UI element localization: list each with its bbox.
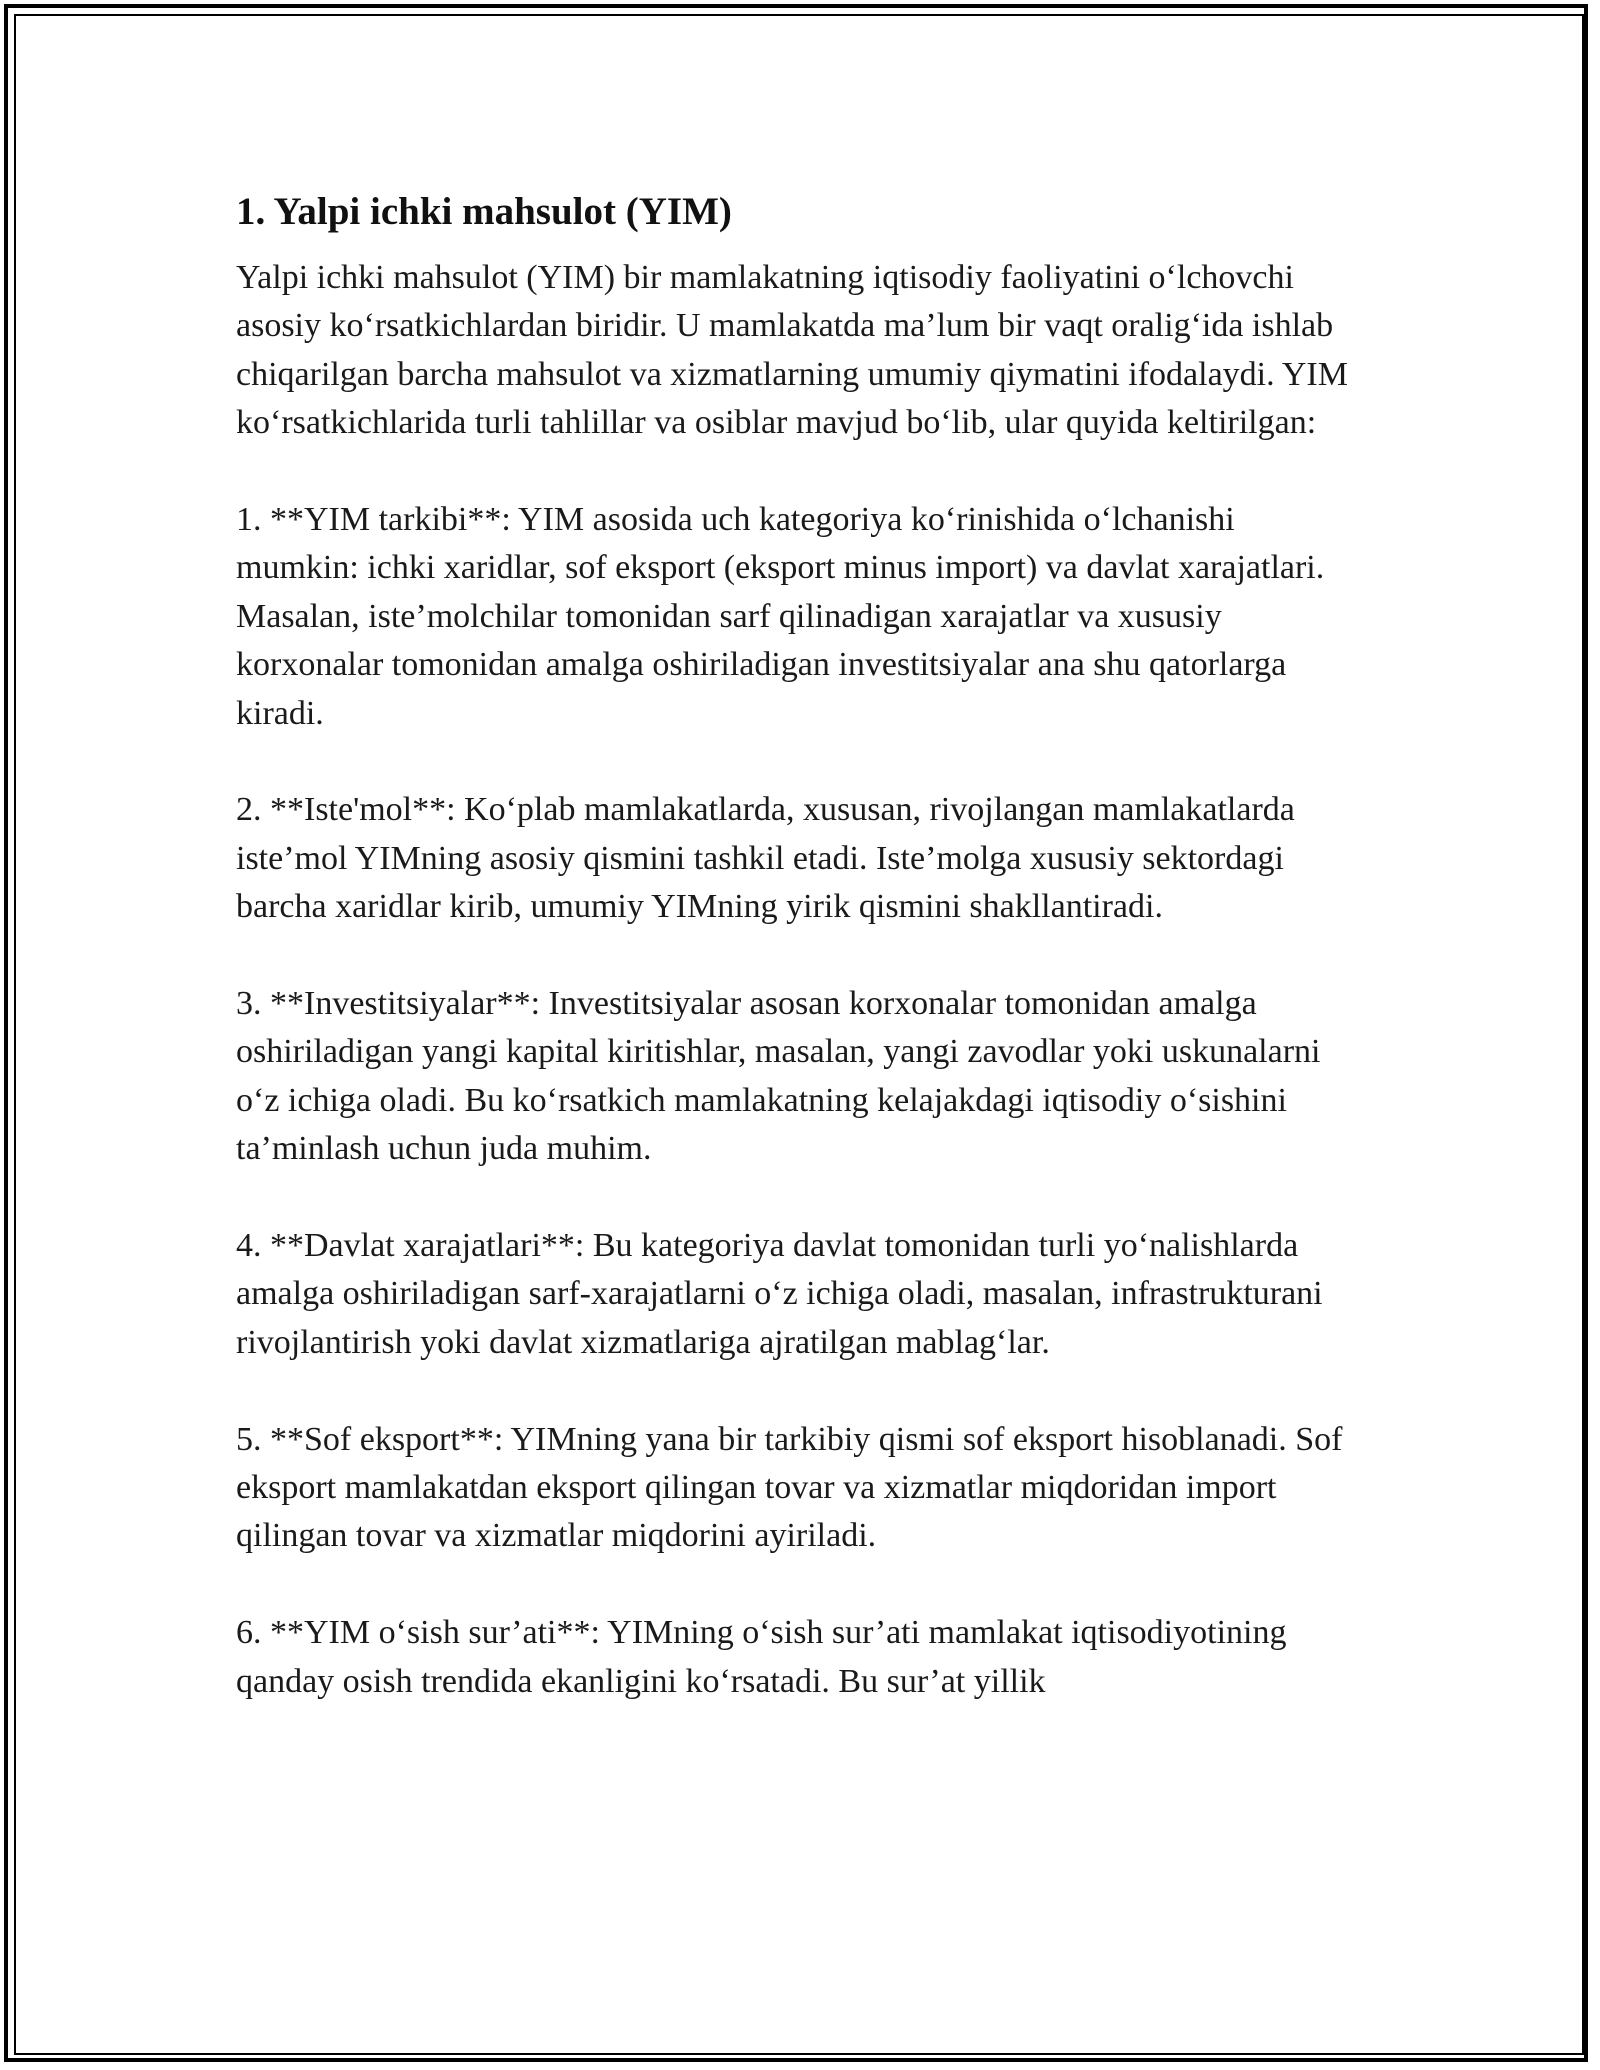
list-item-davlat-xarajatlari: 4. **Davlat xarajatlari**: Bu kategoriya davlat tomonidan turli yo‘nalishlarda amalga oshiriladigan sarf-xarajatlarni o‘z ichiga oladi, masalan, infrastrukturani rivojlantirish yoki davlat xizmatlariga ajratilgan mablag‘lar. — [236, 1227, 1323, 1361]
document-body — [236, 186, 1364, 1706]
list-item-investitsiyalar: 3. **Investitsiyalar**: Investitsiyalar asosan korxonalar tomonidan amalga oshiriladigan yangi kapital kiritishlar, masalan, yangi zavodlar yoki uskunalarni o‘z ichiga oladi. Bu ko‘rsatkich mamlakatning kelajakdagi iqtisodiy o‘sishini ta’minlash uchun juda muhim. — [236, 985, 1321, 1168]
list-item-yim-tarkibi: 1. **YIM tarkibi**: YIM asosida uch kategoriya ko‘rinishida o‘lchanishi mumkin: ichki xaridlar, sof eksport (eksport minus import) va davlat xarajatlari. Masalan, iste’molchilar tomonidan sarf qilinadigan xarajatlar va xususiy korxonalar tomonidan amalga oshiriladigan investitsiyalar ana shu qatorlarga kiradi. — [236, 501, 1325, 732]
list-item-istemol: 2. **Iste'mol**: Ko‘plab mamlakatlarda, xususan, rivojlangan mamlakatlarda iste’mol YIMning asosiy qismini tashkil etadi. Iste’molga xususiy sektordagi barcha xaridlar kirib, umumiy YIMning yirik qismini shakllantiradi. — [236, 791, 1295, 926]
document-heading: 1. Yalpi ichki mahsulot (YIM) — [236, 190, 732, 233]
list-item-sof-eksport: 5. **Sof eksport**: YIMning yana bir tarkibiy qismi sof eksport hisoblanadi. Sof eksport mamlakatdan eksport qilingan tovar va xizmatlar miqdoridan import qilingan tovar va xizmatlar miqdorini ayiriladi. — [236, 1420, 1343, 1555]
list-item-yim-osish-surati: 6. **YIM o‘sish sur’ati**: YIMning o‘sish sur’ati mamlakat iqtisodiyotining qanday osish trendida ekanligini ko‘rsatadi. Bu sur’at yillik — [236, 1614, 1287, 1700]
intro-paragraph: Yalpi ichki mahsulot (YIM) bir mamlakatning iqtisodiy faoliyatini o‘lchovchi asosiy ko‘rsatkichlardan biridir. U mamlakatda ma’lum bir vaqt oralig‘ida ishlab chiqarilgan barcha mahsulot va xizmatlarning umumiy qiymatini ifodalaydi. YIM ko‘rsatkichlarida turli tahlillar va osiblar mavjud bo‘lib, ular quyida keltirilgan: — [236, 259, 1348, 442]
